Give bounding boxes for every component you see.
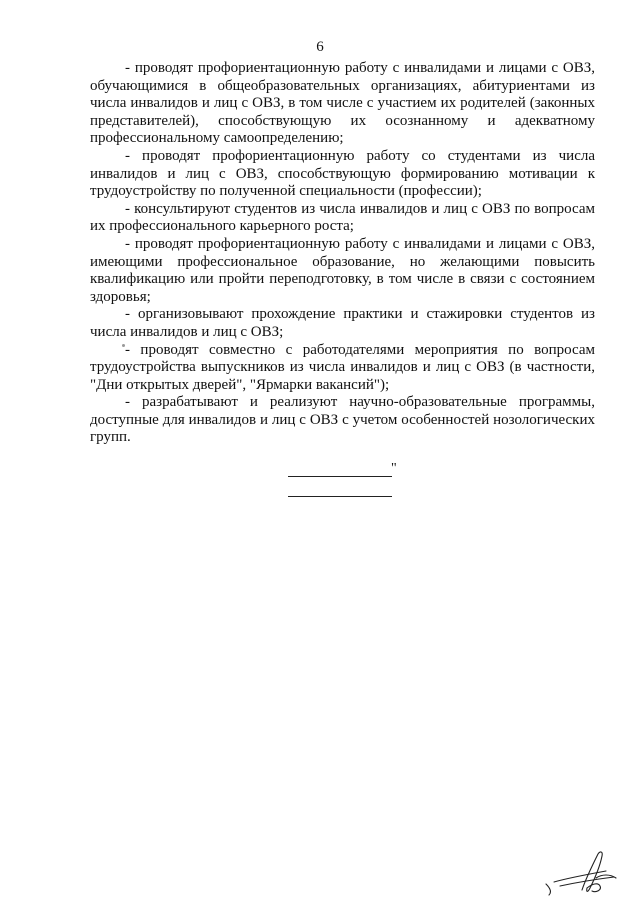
list-item-paragraph: - проводят профориентационную работу с инвалидами и лицами с ОВЗ, обучающимися в общеобразовательных организациях, абитуриентами из числа инвалидов и лиц с ОВЗ, в том числе с участием их родителей (законных представителей), способствующую их осознанному и адекватному профессиональному самоопределению; — [90, 60, 595, 147]
margin-dot — [122, 344, 125, 347]
document-body — [90, 60, 595, 447]
list-item-paragraph: - разрабатывают и реализуют научно-образовательные программы, доступные для инвалидов и лиц с ОВЗ с учетом особенностей нозологических групп. — [90, 394, 595, 446]
list-item-paragraph: - проводят профориентационную работу с инвалидами и лицами с ОВЗ, имеющими профессиональное образование, но желающими повысить квалификацию или пройти переподготовку, в том числе в связи с состоянием здоровья; — [90, 235, 595, 305]
closing-rule-block — [288, 461, 408, 501]
list-item-paragraph: - проводят профориентационную работу со студентами из числа инвалидов и лиц с ОВЗ, способствующую формированию мотивации к трудоустройству по полученной специальности (профессии); — [90, 147, 595, 200]
list-item-paragraph: - проводят совместно с работодателями мероприятия по вопросам трудоустройства выпускников из числа инвалидов и лиц с ОВЗ (в частности, "Дни открытых дверей", "Ярмарки вакансий"); — [90, 341, 595, 393]
closing-quote-mark: " — [391, 461, 397, 476]
closing-rule-line — [288, 476, 392, 477]
signature-icon — [540, 848, 620, 898]
page-number: 6 — [316, 39, 324, 55]
end-rule-line — [288, 496, 392, 497]
list-item-paragraph: - консультируют студентов из числа инвалидов и лиц с ОВЗ по вопросам их профессионального карьерного роста; — [90, 200, 595, 235]
list-item-paragraph: - организовывают прохождение практики и стажировки студентов из числа инвалидов и лиц с ОВЗ; — [90, 306, 595, 340]
